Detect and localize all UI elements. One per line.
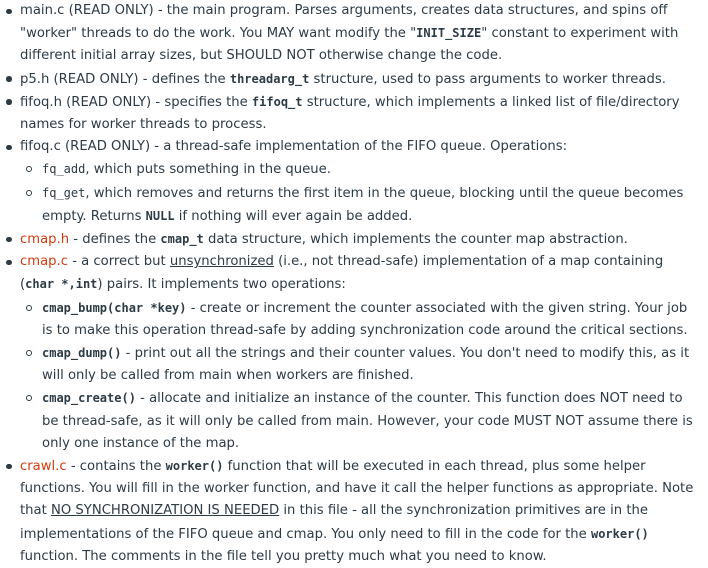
code-worker: worker()	[590, 526, 649, 541]
code-fifoq-t: fifoq_t	[251, 94, 303, 109]
list-item-cmap-c: cmap.c - a correct but unsynchronized (i.e., not thread-safe) implementation of a map containing (char *,int) pairs. It implements two operations: cmap_bump(char *key) - create or increment the counter associated with the given string. Your job is to make this operation thread-safe by adding synchronization code around the critical sections. cmap_dump() - print out all the strings and their counter values. You don't need to modify this, as it will only be called from main when workers are finished. cmap_create() - allocate and initialize an instance of the counter. This function does NOT need to be thread-safe, as it will only be called from main. However, your code MUST NOT assume there is only one instance of the map.	[5, 251, 700, 455]
list-item-crawl-c: crawl.c - contains the worker() function that will be executed in each thread, plus some helper functions. You will fill in the worker function, and have it call the helper functions as appropriate. Note that NO SYNCHRONIZATION IS NEEDED in this file - all the synchronization primitives are in the implementations of the FIFO queue and cmap. You only need to fill in the code for the worker() function. The comments in the file tell you pretty much what you need to know.	[5, 455, 700, 568]
list-item-p5-h: p5.h (READ ONLY) - defines the threadarg_t structure, used to pass arguments to worker threads.	[5, 68, 700, 91]
list-item-fifoq-c: fifoq.c (READ ONLY) - a thread-safe implementation of the FIFO queue. Operations: fq_add, which puts something in the queue. fq_get, which removes and returns the first item in the queue, blocking until the queue becomes empty. Returns NULL if nothing will ever again be added.	[5, 136, 700, 228]
code-pair-type: char *,int	[25, 277, 98, 292]
code-fq-add: fq_add	[42, 162, 86, 177]
code-cmap-create: cmap_create()	[42, 391, 136, 406]
file-name: main.c	[20, 3, 65, 18]
operations-list	[20, 158, 700, 228]
sub-item-fq-add: fq_add, which puts something in the queue.	[20, 158, 700, 181]
list-item-cmap-h: cmap.h - defines the cmap_t data structure, which implements the counter map abstraction.	[5, 228, 700, 251]
code-threadarg-t: threadarg_t	[229, 71, 310, 86]
code-cmap-bump: cmap_bump(char *key)	[42, 300, 187, 315]
file-link-cmap-h[interactable]: cmap.h	[20, 232, 70, 248]
code-init-size: INIT_SIZE	[416, 26, 482, 41]
file-link-cmap-c[interactable]: cmap.c	[20, 254, 68, 270]
sub-item-fq-get: fq_get, which removes and returns the first item in the queue, blocking until the queue becomes empty. Returns NULL if nothing will ever again be added.	[20, 182, 700, 228]
operations-list	[20, 297, 700, 455]
sub-item-cmap-dump: cmap_dump() - print out all the strings and their counter values. You don't need to modify this, as it will only be called from main when workers are finished.	[20, 342, 700, 387]
file-link-crawl-c[interactable]: crawl.c	[20, 459, 67, 475]
file-name: fifoq.h	[20, 94, 62, 110]
file-name: fifoq.c	[20, 139, 61, 155]
list-item-fifoq-h: fifoq.h (READ ONLY) - specifies the fifoq_t structure, which implements a linked list of file/directory names for worker threads to process.	[5, 91, 700, 136]
code-cmap-dump: cmap_dump()	[42, 346, 122, 361]
code-null: NULL	[145, 208, 175, 223]
sub-item-cmap-bump: cmap_bump(char *key) - create or increment the counter associated with the given string. Your job is to make this operation thread-safe by adding synchronization code around the critical sections.	[20, 297, 700, 342]
code-fq-get: fq_get	[42, 185, 86, 200]
list-item-main-c: main.c (READ ONLY) - the main program. Parses arguments, creates data structures, and spins off "worker" threads to do the work. You MAY want modify the "INIT_SIZE" constant to experiment with different initial array sizes, but SHOULD NOT otherwise change the code.	[5, 0, 700, 68]
code-cmap-t: cmap_t	[160, 232, 204, 247]
underlined-text: NO SYNCHRONIZATION IS NEEDED	[50, 503, 280, 519]
sub-item-cmap-create: cmap_create() - allocate and initialize an instance of the counter. This function does NOT need to be thread-safe, as it will only be called from main. However, your code MUST NOT assume there is only one instance of the map.	[20, 387, 700, 455]
code-worker: worker()	[165, 459, 224, 474]
underlined-text: unsynchronized	[169, 254, 274, 270]
file-list	[5, 0, 700, 568]
file-name: p5.h	[20, 71, 50, 87]
